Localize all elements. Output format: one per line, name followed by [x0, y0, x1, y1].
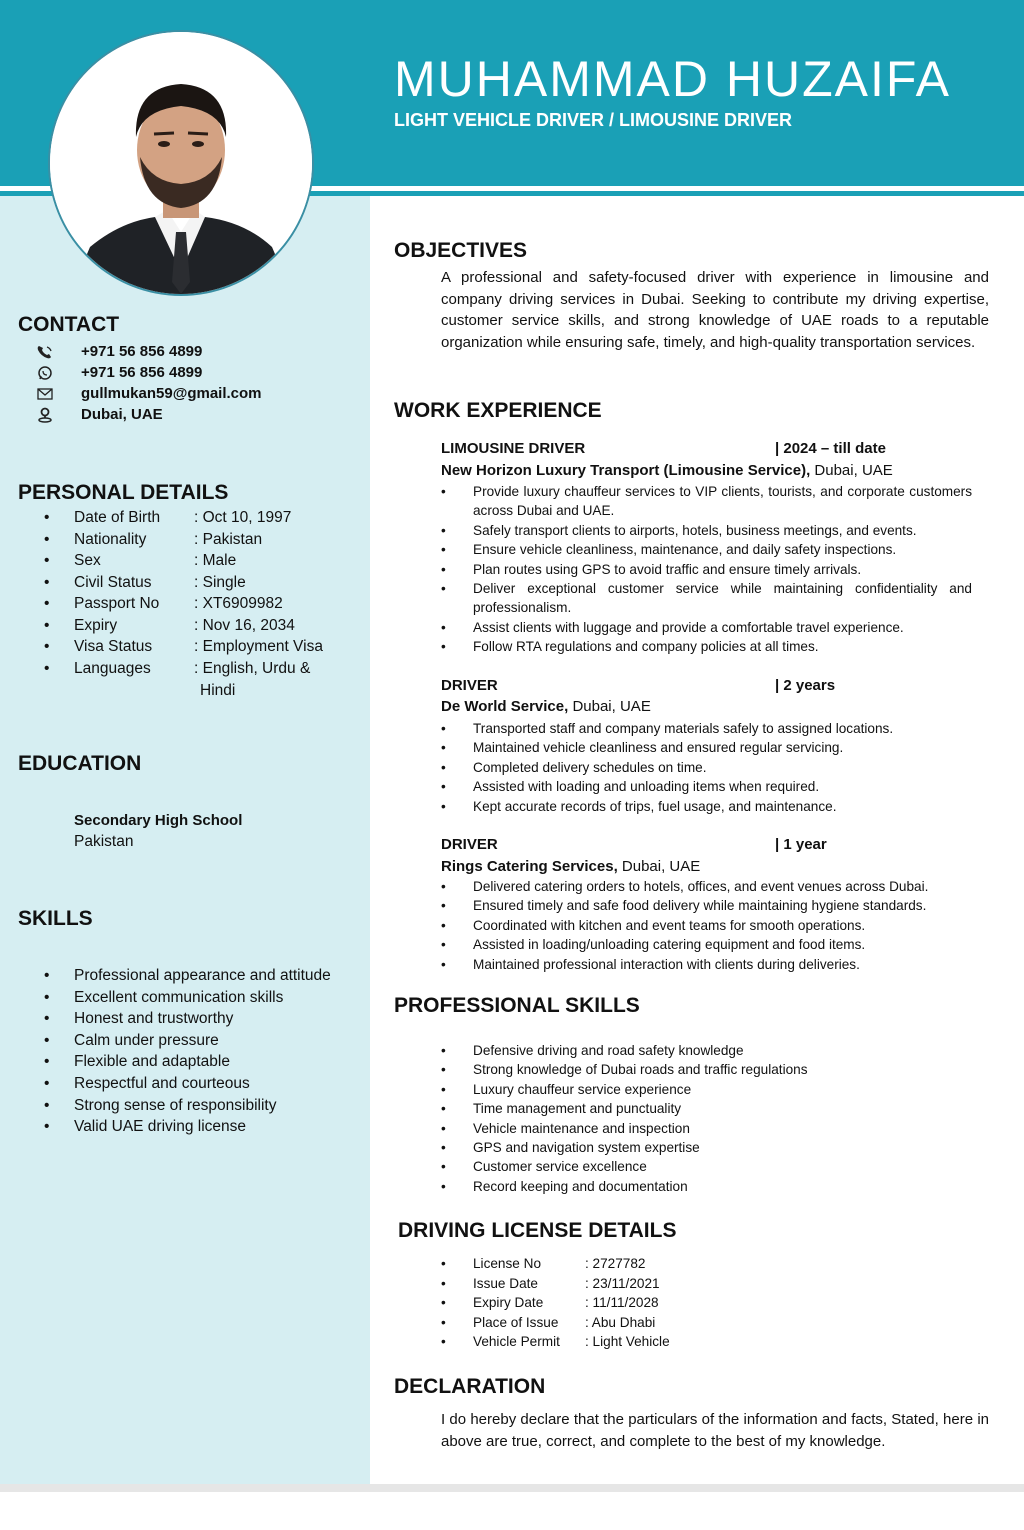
page-bottom-edge — [0, 1484, 1024, 1492]
personal-row: • Languages : English, Urdu & — [44, 660, 311, 677]
list-item: • Defensive driving and road safety knowledge — [441, 1041, 973, 1060]
list-item: • Honest and trustworthy — [44, 1010, 234, 1028]
candidate-name: MUHAMMAD HUZAIFA — [394, 51, 951, 107]
driving-license-heading: DRIVING LICENSE DETAILS — [398, 1219, 677, 1242]
objectives-heading: OBJECTIVES — [394, 239, 528, 262]
personal-value: Hindi — [200, 682, 236, 699]
list-item: • Record keeping and documentation — [441, 1177, 973, 1196]
personal-label: Sex — [74, 552, 101, 569]
personal-value: : Nov 16, 2034 — [194, 617, 295, 634]
list-item: • Place of Issue : Abu Dhabi — [441, 1313, 670, 1333]
list-item: • Time management and punctuality — [441, 1099, 973, 1118]
professional-skills-heading: PROFESSIONAL SKILLS — [394, 994, 640, 1017]
list-item: • Ensure vehicle cleanliness, maintenance, and daily safety inspections. — [441, 540, 972, 559]
phone-icon — [36, 344, 54, 360]
profile-photo-illustration — [50, 32, 312, 294]
work-experience-heading: WORK EXPERIENCE — [394, 399, 602, 422]
personal-value: : Single — [194, 574, 246, 591]
job-duties — [441, 877, 981, 974]
personal-row: • Expiry : Nov 16, 2034 — [44, 617, 295, 634]
personal-label: Nationality — [74, 531, 147, 548]
list-item: • Completed delivery schedules on time. — [441, 758, 973, 777]
list-item: • Valid UAE driving license — [44, 1118, 247, 1136]
list-item: • Respectful and courteous — [44, 1074, 250, 1092]
list-item: • Assist clients with luggage and provide a comfortable travel experience. — [441, 618, 972, 637]
personal-row: • Civil Status : Single — [44, 574, 246, 591]
list-item: • Vehicle maintenance and inspection — [441, 1119, 973, 1138]
personal-value: : XT6909982 — [194, 595, 283, 612]
personal-label: Expiry — [74, 617, 118, 634]
personal-row: • Nationality : Pakistan — [44, 531, 263, 548]
professional-skills-list — [441, 1041, 973, 1196]
list-item: • Issue Date : 23/11/2021 — [441, 1274, 670, 1294]
personal-value: : English, Urdu & — [194, 660, 311, 677]
personal-row: • Visa Status : Employment Visa — [44, 638, 323, 655]
list-item: • Maintained vehicle cleanliness and ensured regular servicing. — [441, 738, 973, 757]
list-item: • Provide luxury chauffeur services to VIP clients, tourists, and corporate customers across Dubai and UAE. — [441, 482, 972, 521]
list-item: • GPS and navigation system expertise — [441, 1138, 973, 1157]
contact-location — [36, 406, 163, 423]
personal-row: • Date of Birth : Oct 10, 1997 — [44, 509, 292, 526]
list-item: • Vehicle Permit : Light Vehicle — [441, 1332, 670, 1352]
list-item: • Luxury chauffeur service experience — [441, 1080, 973, 1099]
job-period: | 1 year — [775, 836, 827, 853]
skills-heading: SKILLS — [18, 907, 93, 930]
personal-label: Civil Status — [74, 574, 152, 591]
list-item: • Coordinated with kitchen and event teams for smooth operations. — [441, 916, 981, 935]
whatsapp-icon — [36, 365, 54, 381]
personal-value: : Male — [194, 552, 237, 569]
contact-phone-text: +971 56 856 4899 — [81, 343, 203, 360]
education-country: Pakistan — [74, 833, 134, 850]
personal-row: • Passport No : XT6909982 — [44, 595, 283, 612]
job-title: LIMOUSINE DRIVER — [441, 440, 586, 457]
job-title: DRIVER — [441, 836, 498, 853]
personal-row: • Sex : Male — [44, 552, 237, 569]
list-item: • Strong sense of responsibility — [44, 1096, 277, 1114]
job-company: De World Service, Dubai, UAE — [441, 698, 651, 715]
personal-label: Languages — [74, 660, 151, 677]
list-item: • Delivered catering orders to hotels, offices, and event venues across Dubai. — [441, 877, 981, 896]
candidate-job-title: LIGHT VEHICLE DRIVER / LIMOUSINE DRIVER — [394, 110, 793, 130]
list-item: • Maintained professional interaction with clients during deliveries. — [441, 955, 981, 974]
contact-location-text: Dubai, UAE — [81, 406, 163, 423]
personal-value: : Oct 10, 1997 — [194, 509, 292, 526]
list-item: • Kept accurate records of trips, fuel usage, and maintenance. — [441, 797, 973, 816]
job-duties — [441, 719, 973, 816]
list-item: • Calm under pressure — [44, 1031, 219, 1049]
declaration-text: I do hereby declare that the particulars of the information and facts, Stated, here in above are true, correct, and complete to the best of my knowledge. — [441, 1411, 989, 1450]
list-item: • Professional appearance and attitude — [44, 967, 331, 984]
list-item: • Customer service excellence — [441, 1157, 973, 1176]
list-item: • Plan routes using GPS to avoid traffic and ensure timely arrivals. — [441, 560, 972, 579]
location-pin-icon — [36, 407, 54, 423]
job-title: DRIVER — [441, 677, 498, 694]
contact-phone[interactable] — [36, 343, 202, 360]
list-item: • Transported staff and company materials safely to assigned locations. — [441, 719, 973, 738]
personal-value: : Employment Visa — [194, 638, 323, 655]
job-duties — [441, 482, 972, 657]
list-item: • Assisted with loading and unloading items when required. — [441, 777, 973, 796]
license-details-list — [441, 1254, 670, 1352]
contact-email-text: gullmukan59@gmail.com — [81, 385, 262, 402]
list-item: • Strong knowledge of Dubai roads and traffic regulations — [441, 1060, 973, 1079]
declaration-heading: DECLARATION — [394, 1375, 546, 1398]
contact-whatsapp-text: +971 56 856 4899 — [81, 364, 203, 381]
job-period: | 2 years — [775, 677, 836, 694]
list-item: • Flexible and adaptable — [44, 1053, 230, 1071]
list-item: • Safely transport clients to airports, hotels, business meetings, and events. — [441, 521, 972, 540]
list-item: • Follow RTA regulations and company policies at all times. — [441, 637, 972, 656]
job-period: | 2024 – till date — [775, 440, 886, 457]
skills-list — [44, 965, 331, 1138]
job-company: New Horizon Luxury Transport (Limousine Service), Dubai, UAE — [441, 462, 893, 479]
personal-row-continued — [200, 682, 235, 700]
personal-value: : Pakistan — [194, 531, 263, 548]
email-icon — [36, 386, 54, 402]
list-item: • Assisted in loading/unloading catering equipment and food items. — [441, 935, 981, 954]
list-item: • Deliver exceptional customer service while maintaining confidentiality and professionalism. — [441, 579, 972, 618]
contact-whatsapp[interactable] — [36, 364, 202, 381]
list-item: • Ensured timely and safe food delivery while maintaining hygiene standards. — [441, 896, 981, 915]
list-item: • License No : 2727782 — [441, 1254, 670, 1274]
list-item: • Expiry Date : 11/11/2028 — [441, 1293, 670, 1313]
personal-details-heading: PERSONAL DETAILS — [18, 481, 229, 504]
list-item: • Excellent communication skills — [44, 988, 284, 1006]
job-company: Rings Catering Services, Dubai, UAE — [441, 858, 701, 875]
education-heading: EDUCATION — [18, 752, 142, 775]
contact-heading: CONTACT — [18, 313, 120, 336]
objectives-text: A professional and safety-focused driver with experience in limousine and company driving services in Dubai. Seeking to contribute my driving expertise, customer service skills, and strong knowledge of UAE roads to a reputable organization while ensuring safe, timely, and high-quality transportation services. — [441, 269, 989, 351]
personal-label: Date of Birth — [74, 509, 161, 526]
profile-photo — [48, 30, 314, 296]
contact-email[interactable] — [36, 385, 262, 402]
personal-label: Passport No — [74, 595, 160, 612]
personal-label: Visa Status — [74, 638, 153, 655]
education-school: Secondary High School — [74, 812, 243, 829]
